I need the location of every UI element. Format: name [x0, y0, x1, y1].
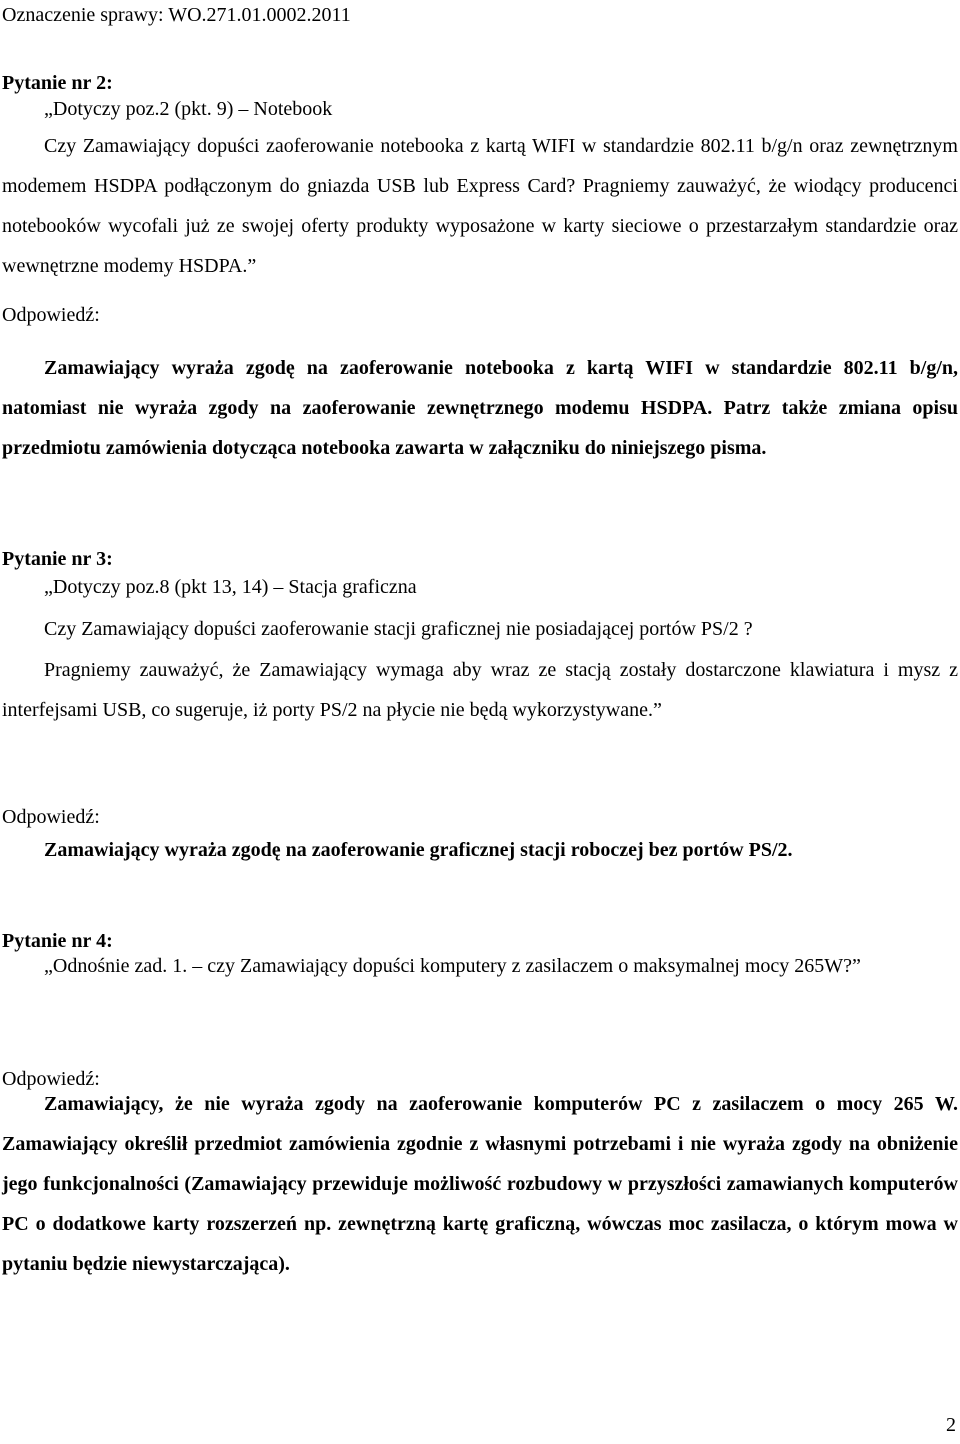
question-3-question-line: Czy Zamawiający dopuści zaoferowanie stacji graficznej nie posiadającej portów PS/2 ? [44, 618, 753, 640]
page-number: 2 [946, 1414, 956, 1436]
question-3-answer: Zamawiający wyraża zgodę na zaoferowanie graficznej stacji roboczej bez portów PS/2. [44, 839, 793, 861]
question-3-heading: Pytanie nr 3: [2, 548, 113, 570]
question-4-heading: Pytanie nr 4: [2, 930, 113, 952]
question-2-answer-label: Odpowiedź: [2, 304, 100, 326]
question-3-text: Pragniemy zauważyć, że Zamawiający wymaga aby wraz ze stacją zostały dostarczone klawiatura i mysz z interfejsami USB, co sugeruje, iż porty PS/2 na płycie nie będą wykorzystywane.” [2, 659, 958, 721]
question-4-answer: Zamawiający, że nie wyraża zgody na zaoferowanie komputerów PC z zasilaczem o mocy 265 W. Zamawiający określił przedmiot zamówienia zgodnie z własnymi potrzebami i nie wyraża zgody na obniżenie jego funkcjonalności (Zamawiający przewiduje możliwość rozbudowy w przyszłości zamawianych komputerów PC o dodatkowe karty rozszerzeń np. zewnętrzną kartę graficzną, wówczas moc zasilacza, o którym mowa w pytaniu będzie niewystarczająca). [2, 1093, 958, 1275]
question-4-text: „Odnośnie zad. 1. – czy Zamawiający dopuści komputery z zasilaczem o maksymalnej mocy 265W?” [44, 955, 861, 977]
question-2-heading: Pytanie nr 2: [2, 72, 113, 94]
question-2-text: Czy Zamawiający dopuści zaoferowanie notebooka z kartą WIFI w standardzie 802.11 b/g/n oraz zewnętrznym modemem HSDPA podłączonym do gniazda USB lub Express Card? Pragniemy zauważyć, że wiodący producenci notebooków wycofali już ze swojej oferty produkty wyposażone w karty sieciowe o przestarzałym standardzie oraz wewnętrzne modemy HSDPA.” [2, 135, 958, 277]
question-4-answer-label: Odpowiedź: [2, 1068, 100, 1090]
case-reference: Oznaczenie sprawy: WO.271.01.0002.2011 [2, 4, 351, 26]
question-3-answer-label: Odpowiedź: [2, 806, 100, 828]
question-3-subject: „Dotyczy poz.8 (pkt 13, 14) – Stacja graficzna [44, 576, 417, 598]
question-2-subject: „Dotyczy poz.2 (pkt. 9) – Notebook [44, 98, 333, 120]
question-2-answer: Zamawiający wyraża zgodę na zaoferowanie notebooka z kartą WIFI w standardzie 802.11 b/g/n, natomiast nie wyraża zgody na zaoferowanie zewnętrznego modemu HSDPA. Patrz także zmiana opisu przedmiotu zamówienia dotycząca notebooka zawarta w załączniku do niniejszego pisma. [2, 357, 958, 459]
